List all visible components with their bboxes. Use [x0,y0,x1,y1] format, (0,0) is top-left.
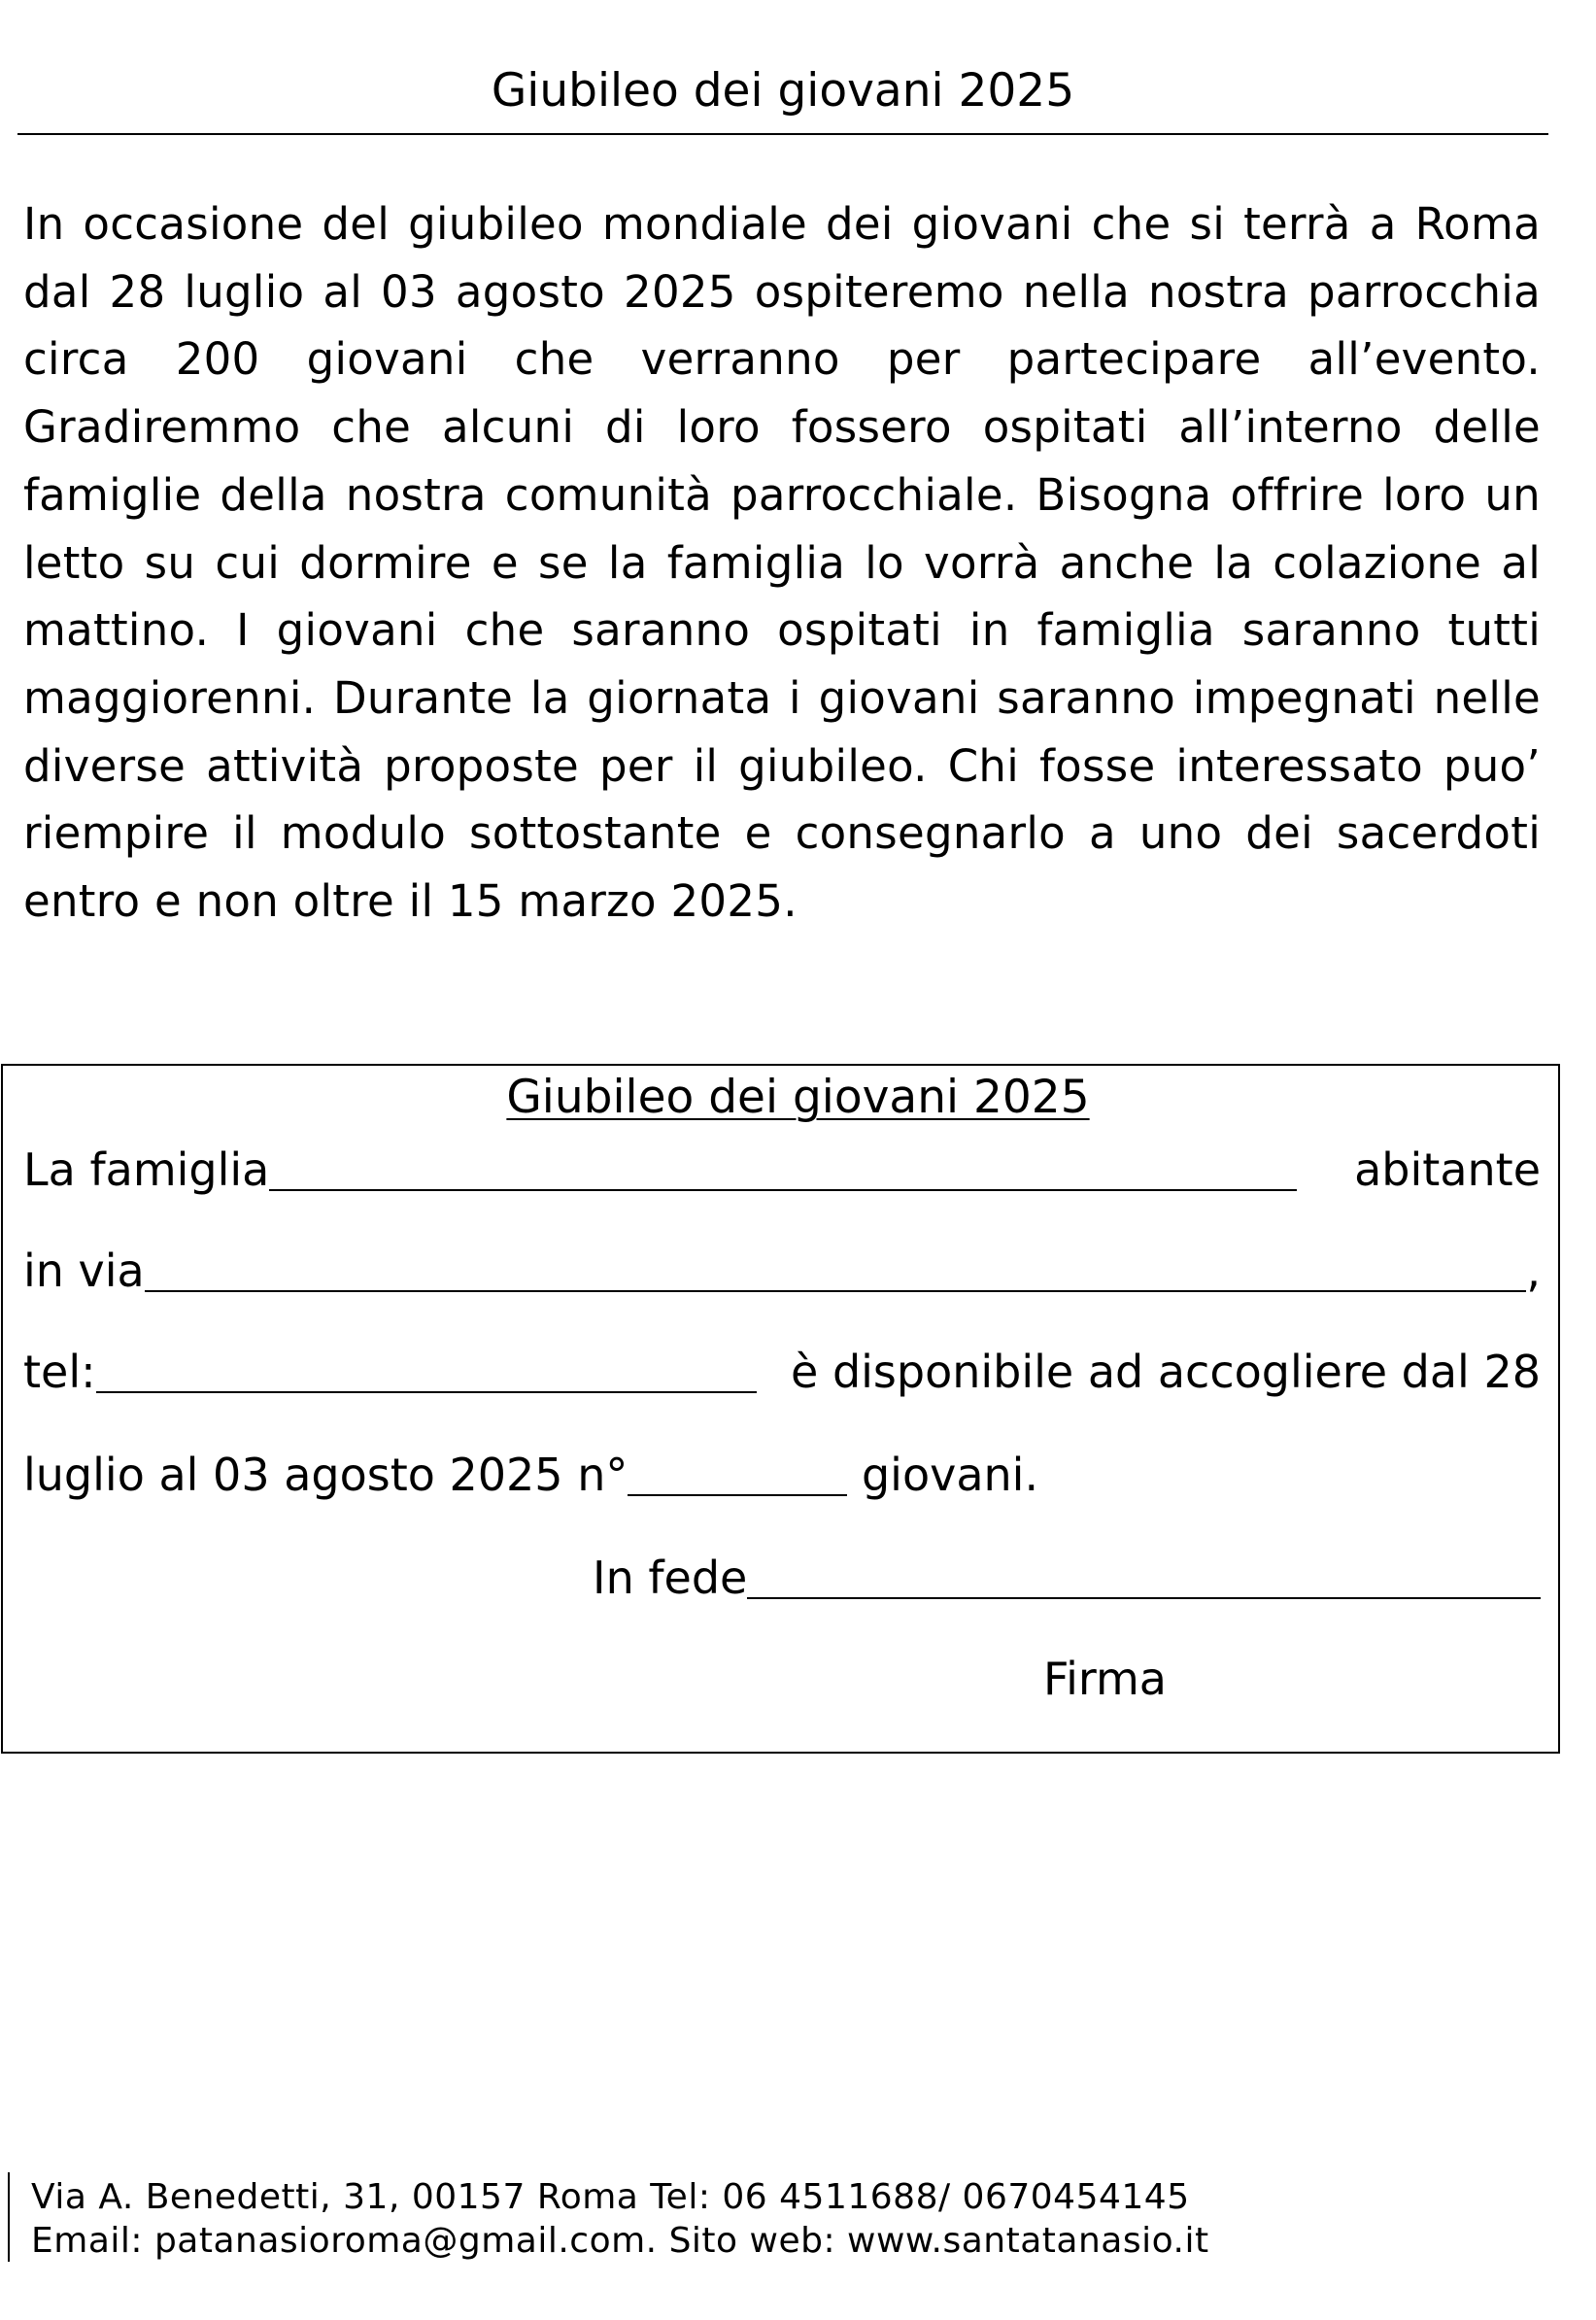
phone-label: tel: [23,1346,96,1398]
dates-text: luglio al 03 agosto 2025 n° [23,1449,628,1501]
street-comma: , [1526,1245,1541,1297]
youth-label: giovani. [861,1449,1039,1501]
footer-contact: Email: patanasioroma@gmail.com. Sito web: www.santatanasio.it [31,2221,1209,2261]
form-line-dates [23,1442,1541,1502]
form-line-family [23,1137,1541,1197]
title-divider [17,133,1548,135]
form-title-text: Giubileo dei giovani 2025 [506,1071,1090,1124]
footer-accent-bar [8,2172,10,2262]
form-line-phone [23,1339,1541,1399]
resident-label: abitante [1354,1143,1541,1196]
announcement-paragraph: In occasione del giubileo mondiale dei giovani che si terrà a Roma dal 28 luglio al 03 agosto 2025 ospiteremo nella nostra parrocchia circa 200 giovani che verranno per partecipare all’evento. Gradiremmo che alcuni di loro fossero ospitati all’interno delle famiglie della nostra comunità parrocchiale. Bisogna offrire loro un letto su cui dormire e se la famiglia lo vorrà anche la colazione al mattino. I giovani che saranno ospitati in famiglia saranno tutti maggiorenni. Durante la giornata i giovani saranno impegnati nelle diverse attività proposte per il giubileo. Chi fosse interessato puo’ riempire il modulo sottostante e consegnarlo a uno dei sacerdoti entro e non oltre il 15 marzo 2025. [23,198,1541,928]
form-title [0,1069,1596,1127]
street-field[interactable] [145,1245,1527,1292]
family-label: La famiglia [23,1143,270,1196]
form-line-street [23,1238,1541,1298]
form-line-attestation [593,1545,1541,1605]
availability-text: è disponibile ad accogliere dal 28 [791,1346,1541,1398]
youth-count-field[interactable] [628,1450,847,1496]
signature-field[interactable] [747,1552,1541,1599]
signature-caption: Firma [1043,1653,1167,1705]
attestation-label: In fede [593,1552,748,1604]
phone-field[interactable] [96,1347,757,1393]
family-name-field[interactable] [269,1144,1297,1191]
street-label: in via [23,1245,145,1297]
page-title: Giubileo dei giovani 2025 [491,64,1075,118]
footer-address: Via A. Benedetti, 31, 00157 Roma Tel: 06 4511688/ 0670454145 [31,2177,1190,2217]
